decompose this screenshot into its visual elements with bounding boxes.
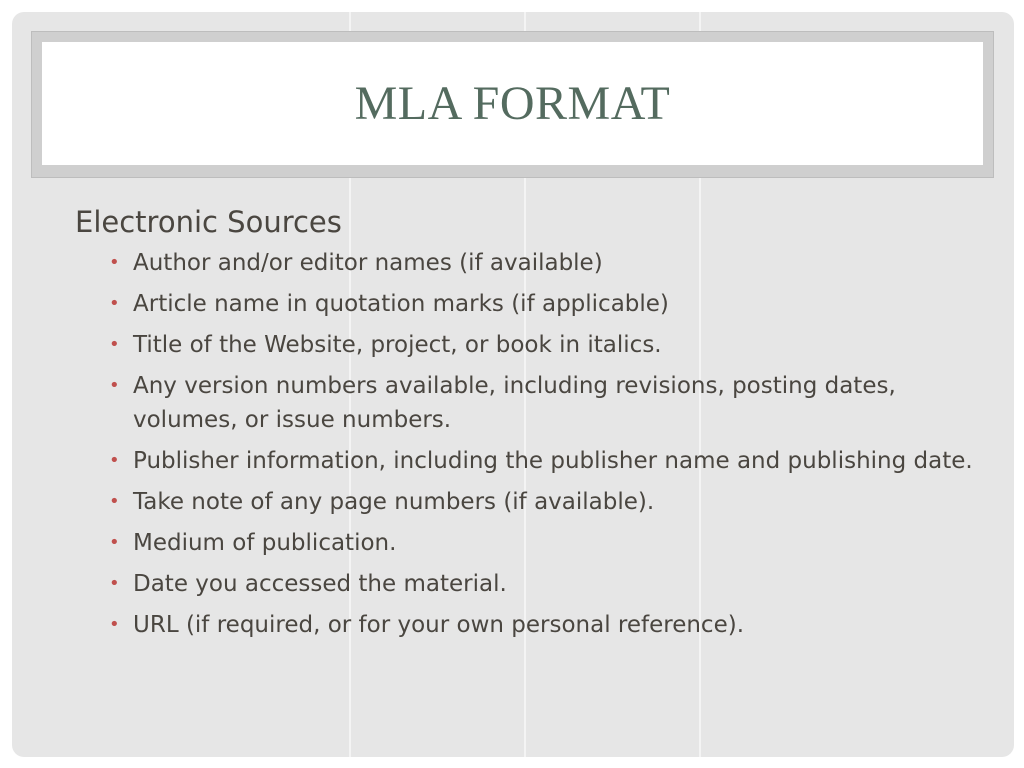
title-box <box>42 42 983 165</box>
bullet-item <box>107 287 975 321</box>
bullet-item <box>107 567 975 601</box>
bullet-item <box>107 328 975 362</box>
bullet-text: Title of the Website, project, or book in italics. <box>133 332 662 358</box>
section-heading: Electronic Sources <box>75 205 342 239</box>
bullet-icon: • <box>109 450 120 471</box>
bullet-list <box>75 246 975 642</box>
bullet-icon: • <box>109 532 120 553</box>
bullet-item <box>107 485 975 519</box>
slide-title: MLA FORMAT <box>354 77 671 130</box>
bullet-icon: • <box>109 252 120 273</box>
slide <box>12 12 1014 757</box>
bullet-icon: • <box>109 573 120 594</box>
title-frame <box>31 31 994 178</box>
bullet-icon: • <box>109 614 120 635</box>
bullet-item <box>107 608 975 642</box>
bullet-item <box>107 369 975 437</box>
bullet-text: Any version numbers available, including revisions, posting dates, volumes, or issue numbers. <box>133 373 896 433</box>
bullet-text: Medium of publication. <box>133 530 397 556</box>
bullet-item <box>107 526 975 560</box>
bullet-icon: • <box>109 375 120 396</box>
bullet-text: Author and/or editor names (if available) <box>133 250 603 276</box>
bullet-icon: • <box>109 334 120 355</box>
bullet-text: Publisher information, including the publisher name and publishing date. <box>133 448 973 474</box>
slide-content <box>75 204 975 649</box>
bullet-text: Article name in quotation marks (if applicable) <box>133 291 669 317</box>
bullet-icon: • <box>109 293 120 314</box>
bullet-icon: • <box>109 491 120 512</box>
bullet-text: URL (if required, or for your own personal reference). <box>133 612 745 638</box>
bullet-text: Date you accessed the material. <box>133 571 507 597</box>
bullet-item <box>107 246 975 280</box>
bullet-item <box>107 444 975 478</box>
bullet-text: Take note of any page numbers (if available). <box>133 489 655 515</box>
